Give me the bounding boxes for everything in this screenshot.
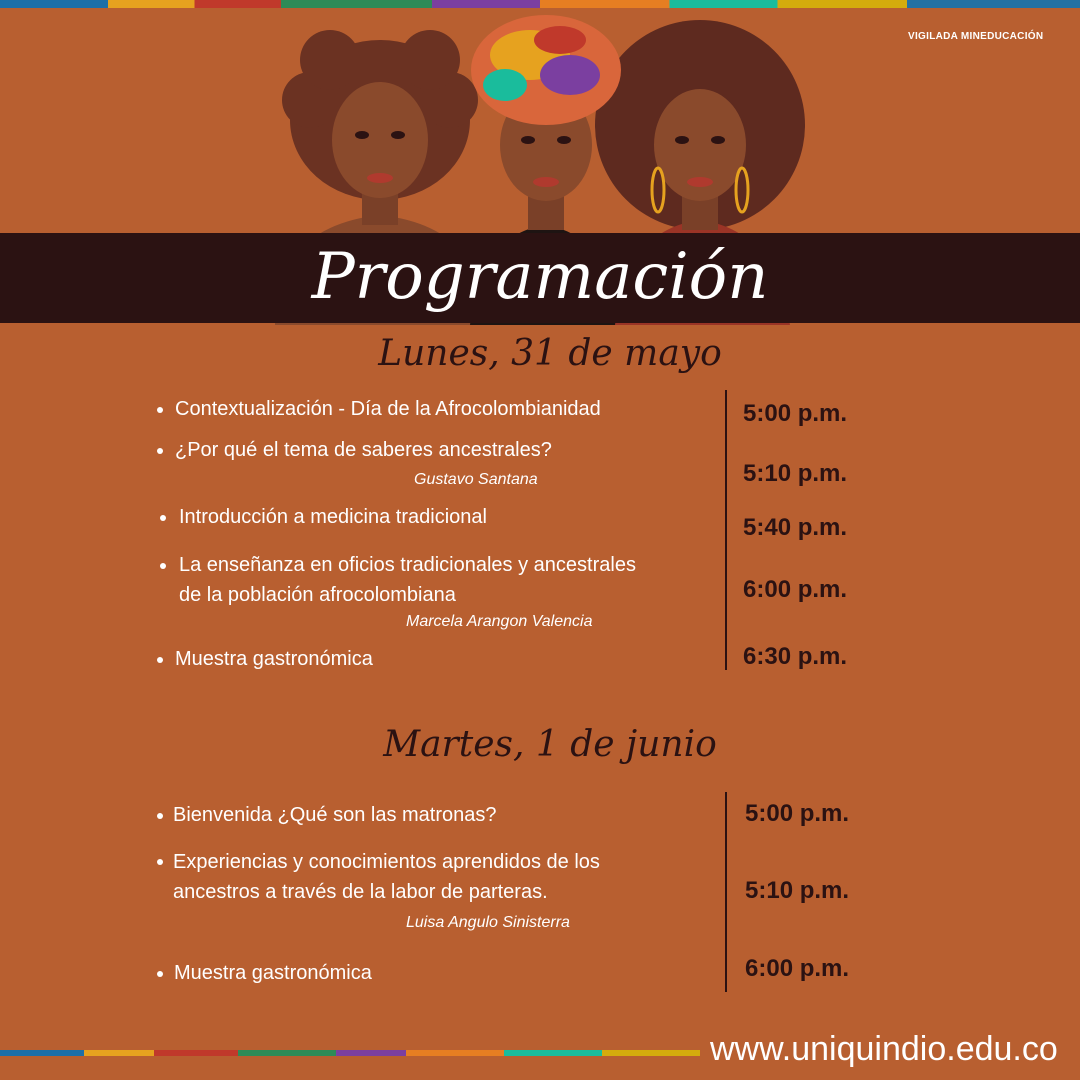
bullet xyxy=(157,448,163,454)
website-url: www.uniquindio.edu.co xyxy=(710,1030,1058,1068)
day-heading-martes: Martes, 1 de junio xyxy=(383,724,717,765)
time-divider xyxy=(725,390,727,670)
schedule-time: 6:00 p.m. xyxy=(745,955,850,982)
schedule-time: 5:10 p.m. xyxy=(743,460,848,487)
schedule-item-continued: de la población afrocolombiana xyxy=(179,584,456,606)
schedule-item: La enseñanza en oficios tradicionales y ancestrales xyxy=(179,554,636,576)
speaker-name: Gustavo Santana xyxy=(414,471,538,488)
speaker-name: Luisa Angulo Sinisterra xyxy=(406,914,570,931)
schedule-item: Experiencias y conocimientos aprendidos de los xyxy=(173,851,600,873)
schedule-item: Bienvenida ¿Qué son las matronas? xyxy=(173,804,497,826)
bottom-color-stripe xyxy=(0,1050,700,1056)
schedule-time: 6:00 p.m. xyxy=(743,576,848,603)
bullet xyxy=(157,859,163,865)
bullet xyxy=(157,813,163,819)
schedule-item: ¿Por qué el tema de saberes ancestrales? xyxy=(175,439,552,461)
schedule-time: 6:30 p.m. xyxy=(743,643,848,670)
schedule-time: 5:10 p.m. xyxy=(745,877,850,904)
schedule-item: Contextualización - Día de la Afrocolombianidad xyxy=(175,398,601,420)
time-divider xyxy=(725,792,727,992)
schedule-item: Introducción a medicina tradicional xyxy=(179,506,487,528)
bullet xyxy=(157,407,163,413)
schedule-time: 5:40 p.m. xyxy=(743,514,848,541)
bullet xyxy=(157,657,163,663)
day-heading-lunes: Lunes, 31 de mayo xyxy=(378,333,722,374)
bullet xyxy=(157,971,163,977)
bullet xyxy=(160,515,166,521)
schedule-item: Muestra gastronómica xyxy=(175,648,373,670)
schedule-time: 5:00 p.m. xyxy=(743,400,848,427)
schedule-item: Muestra gastronómica xyxy=(174,962,372,984)
bullet xyxy=(160,563,166,569)
speaker-name: Marcela Arangon Valencia xyxy=(406,613,593,630)
page-title: Programación xyxy=(311,240,769,314)
vigilada-label: VIGILADA MINEDUCACIÓN xyxy=(908,31,1044,42)
schedule-time: 5:00 p.m. xyxy=(745,800,850,827)
schedule-item-continued: ancestros a través de la labor de parteras. xyxy=(173,881,548,903)
